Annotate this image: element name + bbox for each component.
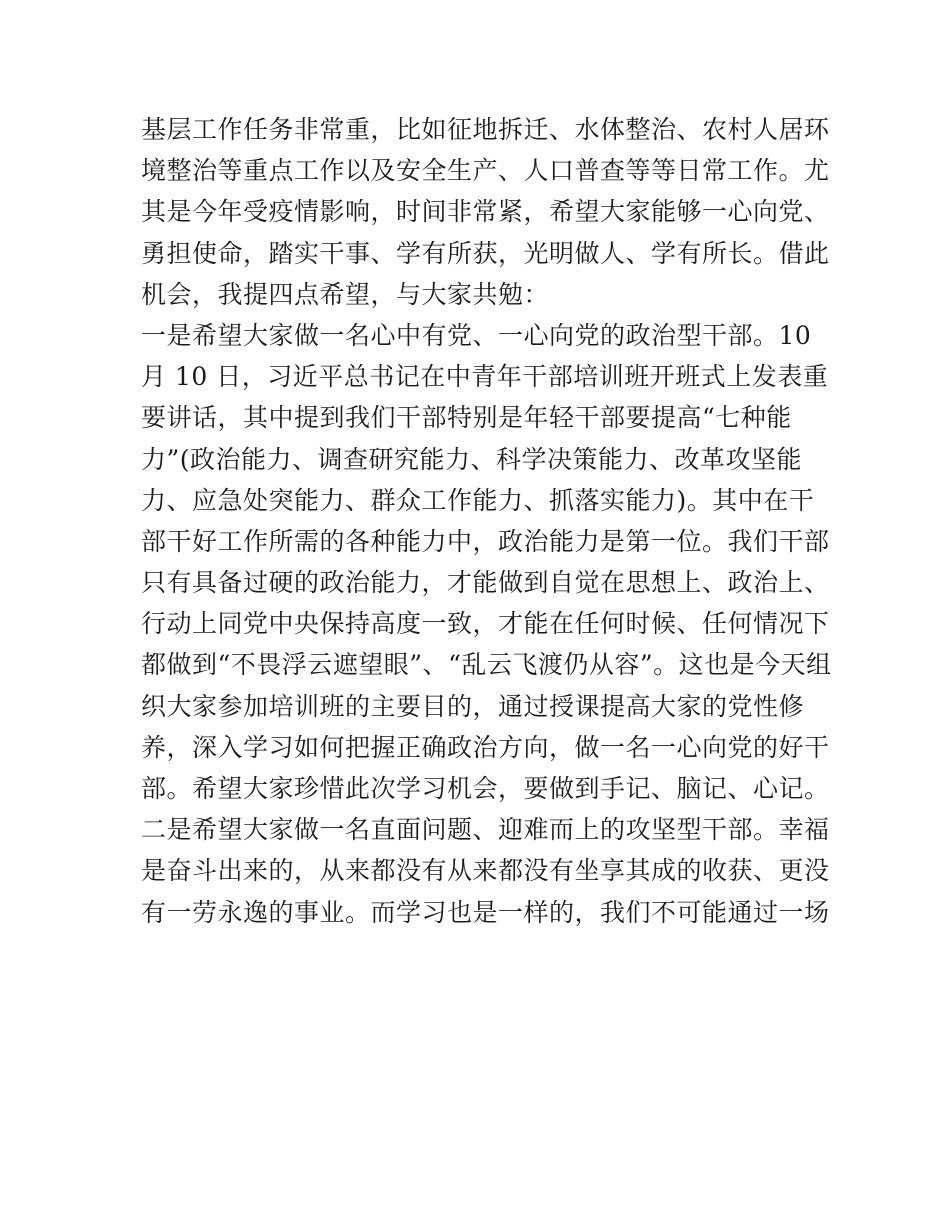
text-line: 其是今年受疫情影响，时间非常紧，希望大家能够一心向党、 — [141, 197, 830, 227]
text-line: 是奋斗出来的，从来都没有从来都没有坐享其成的收获、更没 — [141, 856, 830, 886]
text-line: 二是希望大家做一名直面问题、迎难而上的攻坚型干部。幸福 — [141, 815, 830, 845]
text-line: 力、应急处突能力、群众工作能力、抓落实能力)。其中在干 — [141, 485, 815, 515]
text-line: 一是希望大家做一名心中有党、一心向党的政治型干部。10 — [141, 320, 812, 350]
text-line: 月 10 日，习近平总书记在中青年干部培训班开班式上发表重 — [141, 362, 829, 392]
text-line: 机会，我提四点希望，与大家共勉： — [141, 279, 550, 309]
text-line: 织大家参加培训班的主要目的，通过授课提高大家的党性修 — [141, 691, 805, 721]
body-text — [141, 109, 832, 933]
text-line: 行动上同党中央保持高度一致，才能在任何时候、任何情况下 — [141, 609, 830, 639]
text-line: 只有具备过硬的政治能力，才能做到自觉在思想上、政治上、 — [141, 568, 830, 598]
text-line: 要讲话，其中提到我们干部特别是年轻干部要提高“七种能 — [141, 403, 792, 433]
text-line: 部干好工作所需的各种能力中，政治能力是第一位。我们干部 — [141, 526, 830, 556]
text-line: 部。希望大家珍惜此次学习机会，要做到手记、脑记、心记。 — [141, 774, 830, 803]
text-line: 力”(政治能力、调查研究能力、科学决策能力、改革攻坚能 — [141, 444, 803, 474]
text-line: 都做到“不畏浮云遮望眼”、“乱云飞渡仍从容”。这也是今天组 — [141, 650, 832, 680]
text-line: 基层工作任务非常重，比如征地拆迁、水体整治、农村人居环 — [141, 115, 830, 144]
text-line: 境整治等重点工作以及安全生产、人口普查等等日常工作。尤 — [141, 156, 830, 186]
text-line: 勇担使命，踏实干事、学有所获，光明做人、学有所长。借此 — [141, 238, 830, 268]
text-line: 有一劳永逸的事业。而学习也是一样的，我们不可能通过一场 — [141, 897, 830, 927]
text-line: 养，深入学习如何把握正确政治方向，做一名一心向党的好干 — [141, 732, 830, 762]
